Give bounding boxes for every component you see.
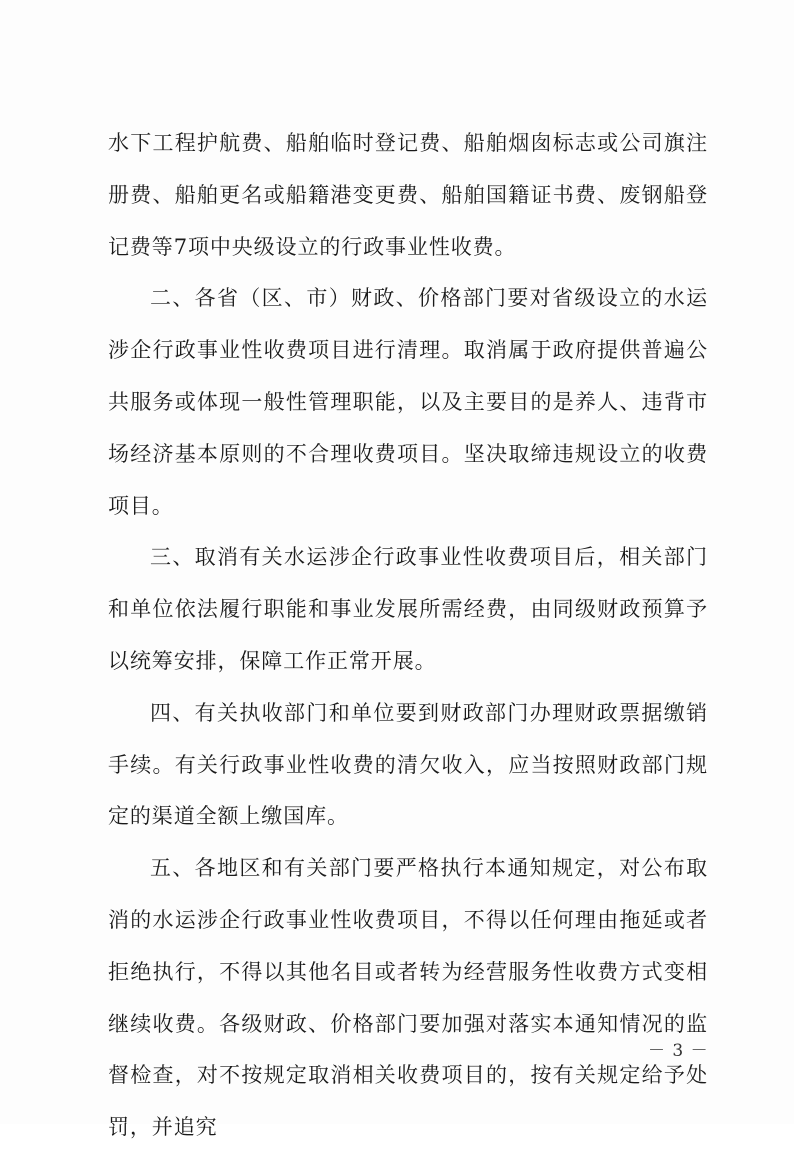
body-text [108,118,708,1154]
paragraph-item-5: 五、各地区和有关部门要严格执行本通知规定，对公布取消的水运涉企行政事业性收费项目，不得以任何理由拖延或者拒绝执行，不得以其他名目或者转为经营服务性收费方式变相继续收费。各级财政、价格部门要加强对落实本通知情况的监督检查，对不按规定取消相关收费项目的，按有关规定给予处罚，并追究 [108,856,708,1140]
page-number: － 3 － [648,1041,709,1061]
paragraph-item-3: 三、取消有关水运涉企行政事业性收费项目后，相关部门和单位依法履行职能和事业发展所需经费，由同级财政预算予以统筹安排，保障工作正常开展。 [108,545,708,673]
paragraph-continuation: 水下工程护航费、船舶临时登记费、船舶烟囱标志或公司旗注册费、船舶更名或船籍港变更费、船舶国籍证书费、废钢船登记费等7项中央级设立的行政事业性收费。 [108,131,708,259]
paragraph-item-2: 二、各省（区、市）财政、价格部门要对省级设立的水运涉企行政事业性收费项目进行清理。取消属于政府提供普遍公共服务或体现一般性管理职能，以及主要目的是养人、违背市场经济基本原则的不合理收费项目。坚决取缔违规设立的收费项目。 [108,286,708,518]
paragraph-item-4: 四、有关执收部门和单位要到财政部门办理财政票据缴销手续。有关行政事业性收费的清欠收入，应当按照财政部门规定的渠道全额上缴国库。 [108,700,708,829]
